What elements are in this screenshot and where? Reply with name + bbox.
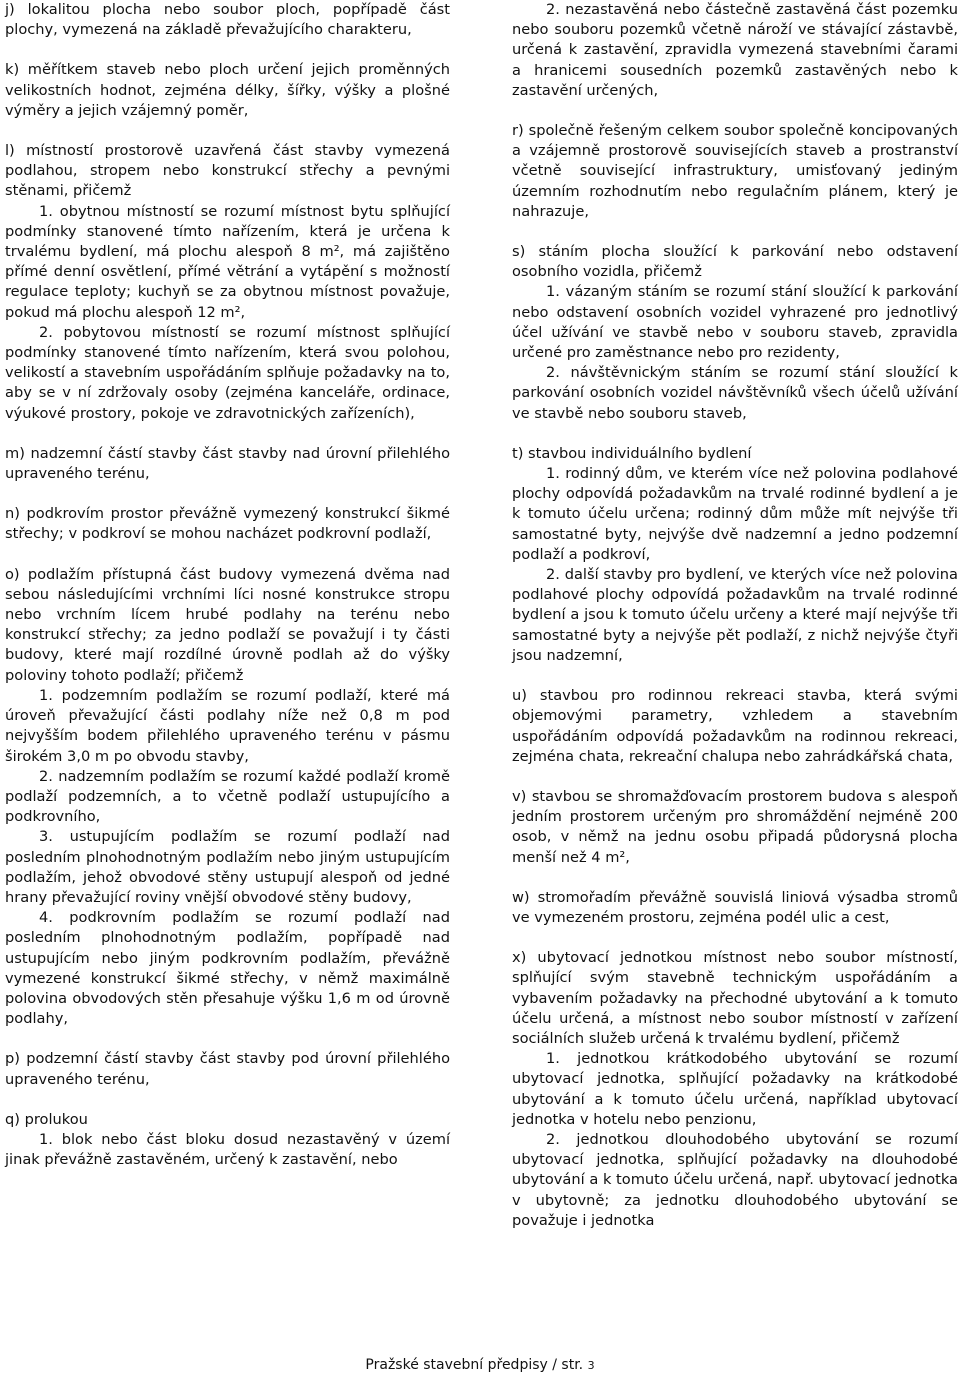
definition-q-2: 2. nezastavěná nebo částečně zastavěná část pozemku nebo souboru pozemků včetně nároží ve stávající zástavbě, určená k zastavění, zpravidla vymezená stavebními čarami a hranicemi sousedních pozemků zastavěných nebo k zastavění určených, [512, 1, 958, 99]
definition-n: n) podkrovím prostor převážně vymezený konstrukcí šikmé střechy; v podkroví se mohou nacházet podkrovní podlaží, [5, 505, 450, 543]
definition-t: t) stavbou individuálního bydlení [512, 444, 752, 462]
right-column [512, 0, 958, 1231]
definition-l-1: 1. obytnou místností se rozumí místnost bytu splňující podmínky stanovené tímto nařízením, která je určena k trvalému bydlení, má plochu alespoň 8 m², má zajištěno přímé denní osvětlení, přímé větrání a vytápění s možností regulace teploty; kuchyň se za obytnou místnost považuje, pokud má plochu alespoň 12 m², [5, 202, 450, 321]
footer-title: Pražské stavební předpisy / str. [365, 1357, 584, 1373]
definition-m: m) nadzemní částí stavby část stavby nad úrovní přilehlého upraveného terénu, [5, 444, 450, 483]
definition-k: k) měřítkem staveb nebo ploch určení jejich proměnných velikostních hodnot, zejména délky, šířky, výšky a plošné výměry a jejich vzájemný poměr, [5, 61, 450, 119]
page-footer [0, 1356, 960, 1375]
definition-u: u) stavbou pro rodinnou rekreaci stavba, která svými objemovými parametry, vzhledem a stavebním uspořádáním odpovídá požadavkům na rodinnou rekreaci, zejména chata, rekreační chalupa nebo zahrádkářská chata, [512, 687, 958, 765]
definition-v: v) stavbou se shromažďovacím prostorem budova s alespoň jedním prostorem určeným pro shromáždění nejméně 200 osob, v němž na jednu osobu připadá půdorysná plocha menší než 4 m², [512, 787, 958, 866]
definition-t-2: 2. další stavby pro bydlení, ve kterých více než polovina podlahové plochy odpovídá požadavkům na trvalé rodinné bydlení a jsou k tomuto účelu určeny a které mají nejvýše tři samostatné byty a nejvýše pět podlaží, z nichž nejvýše čtyři jsou nadzemní, [512, 566, 958, 664]
definition-q-1: 1. blok nebo část bloku dosud nezastavěný v území jinak převážně zastavěném, určený k zastavění, nebo [5, 1130, 450, 1169]
definition-x-1: 1. jednotkou krátkodobého ubytování se rozumí ubytovací jednotka, splňující požadavky na krátkodobé ubytování a k tomuto účelu určená, například ubytovací jednotka v hotelu nebo penzionu, [512, 1050, 958, 1128]
definition-s-2: 2. návštěvnickým stáním se rozumí stání sloužící k parkování osobních vozidel návštěvníků všech účelů užívání ve stavbě nebo souboru staveb, [512, 364, 958, 422]
definition-s: s) stáním plocha sloužící k parkování nebo odstavení osobního vozidla, přičemž [512, 243, 958, 281]
definition-x: x) ubytovací jednotkou místnost nebo soubor místností, splňující svým stavebně technickým uspořádáním a vybavením požadavky na přechodné ubytování a k tomuto účelu určená, a místnost nebo soubor místností v zařízení sociálních služeb určená k trvalému bydlení, přičemž [512, 949, 958, 1047]
definition-l: l) místností prostorově uzavřená část stavby vymezená podlahou, stropem nebo konstrukcí střechy a pevnými stěnami, přičemž [5, 142, 450, 200]
definition-r: r) společně řešeným celkem soubor společně koncipovaných a vzájemně prostorově souvisejících staveb a prostranství včetně související infrastruktury, umisťovaný jediným územním rozhodnutím nebo regulačním plánem, který je nahrazuje, [512, 122, 958, 220]
definition-s-1: 1. vázaným stáním se rozumí stání sloužící k parkování nebo odstavení osobních vozidel vyhrazené pro jednotlivý účel užívání ve stavbě nebo v souboru staveb, zpravidla určené pro zaměstnance nebo pro rezidenty, [512, 283, 958, 362]
definition-x-2: 2. jednotkou dlouhodobého ubytování se rozumí ubytovací jednotka, splňující požadavky na dlouhodobé ubytování a k tomuto účelu určená, např. ubytovací jednotka v ubytovně; za jednotku dlouhodobého ubytování se považuje i jednotka [512, 1130, 958, 1229]
definition-q: q) prolukou [5, 1110, 88, 1128]
definition-o-1: 1. podzemním podlažím se rozumí podlaží, které má úroveň převažující části podlahy níže než 0,8 m pod nejvyšším bodem přilehlého upraveného terénu v pásmu širokém 3,0 m po obvodu stavby, [5, 686, 450, 765]
definition-p: p) podzemní částí stavby část stavby pod úrovní přilehlého upraveného terénu, [5, 1050, 450, 1088]
definition-o-2: 2. nadzemním podlažím se rozumí každé podlaží kromě podlaží podzemních, a to včetně podlaží ustupujícího a podkrovního, [5, 767, 450, 826]
definition-w: w) stromořadím převážně souvislá liniová výsadba stromů ve vymezeném prostoru, zejména podél ulic a cest, [512, 888, 958, 926]
definition-j: j) lokalitou plocha nebo soubor ploch, popřípadě část plochy, vymezená na základě převažujícího charakteru, [5, 1, 450, 39]
definition-t-1: 1. rodinný dům, ve kterém více než polovina podlahové plochy odpovídá požadavkům na trvalé rodinné bydlení a je k tomuto účelu určena; rodinný dům může mít nejvýše tři samostatné byty, nejvýše dvě nadzemní a jedno podzemní podlaží a podkroví, [512, 465, 958, 563]
definition-o: o) podlažím přístupná část budovy vymezená dvěma nad sebou následujícími vrchními líci nosné konstrukce stropu nebo vrchním lícem hrubé podlahy na terénu nebo konstrukcí střechy; za jedno podlaží se považují i ty části budovy, které mají rozdílné úrovně podlah až do výšky poloviny tohoto podlaží; přičemž [5, 565, 450, 684]
definition-l-2: 2. pobytovou místností se rozumí místnost splňující podmínky stanovené tímto nařízením, která svou polohou, velikostí a stavebním uspořádáním splňuje požadavky na to, aby se v ní zdržovaly osoby (zejména kanceláře, ordinace, výukové prostory, pokoje ve zdravotnických zařízeních), [5, 323, 450, 422]
definition-o-4: 4. podkrovním podlažím se rozumí podlaží nad posledním plnohodnotným podlažím, popřípadě nad ustupujícím nebo jiným podkrovním podlažím, převážně vymezené konstrukcí šikmé střechy, v němž maximálně polovina obvodových stěn přesahuje výšku 1,6 m od úrovně podlahy, [5, 909, 450, 1028]
definition-o-3: 3. ustupujícím podlažím se rozumí podlaží nad posledním plnohodnotným podlažím nebo jiným ustupujícím podlažím, jehož obvodové stěny ustupují alespoň od jedné hrany převažující roviny vnější obvodové stěny budovy, [5, 828, 450, 906]
left-column [5, 0, 450, 1170]
page-number: 3 [587, 1359, 595, 1372]
